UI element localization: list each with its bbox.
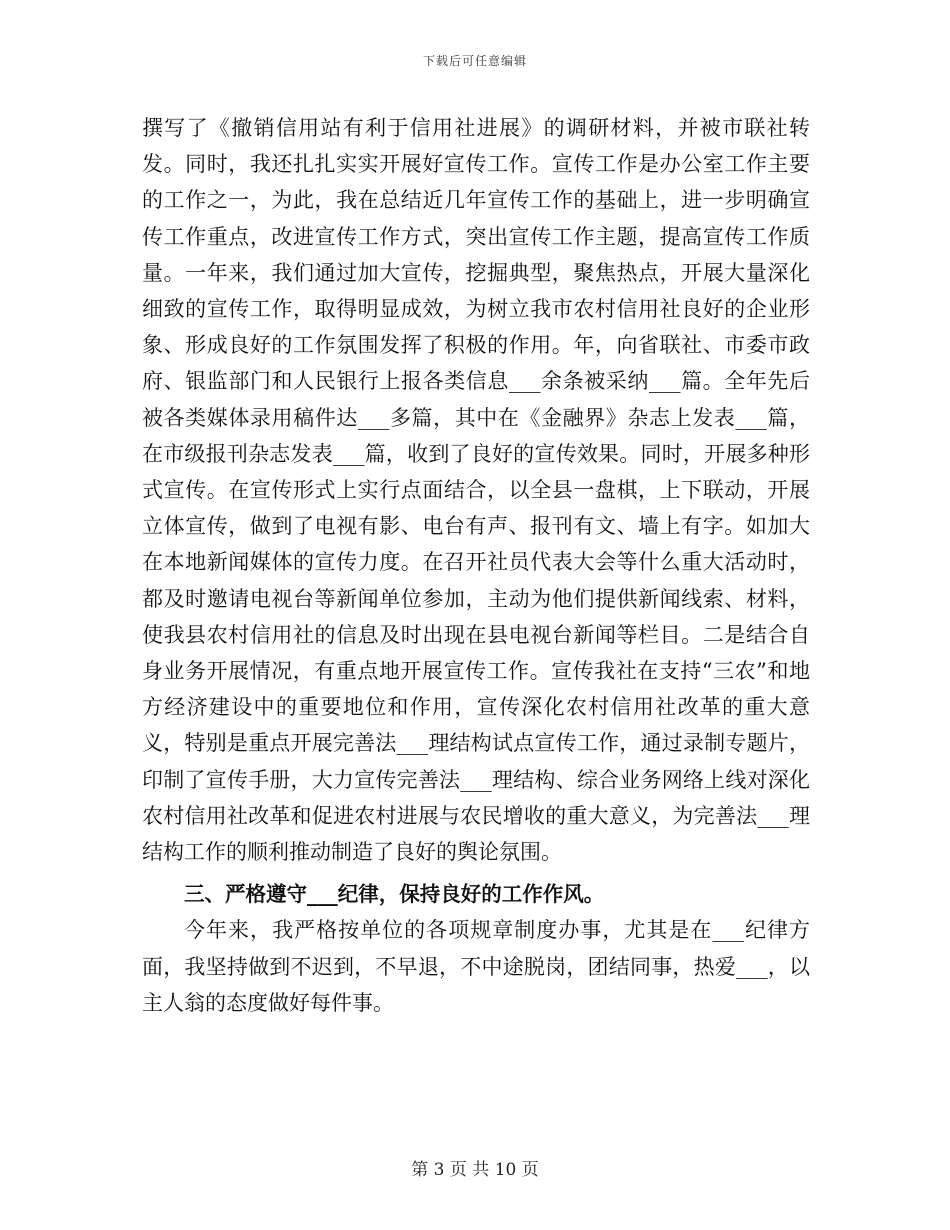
section-heading: 三、严格遵守___纪律，保持良好的工作作风。: [184, 882, 605, 907]
body-paragraph: 今年来，我严格按单位的各项规章制度办事，尤其是在___纪律方面，我坚持做到不迟到，不早退，不中途脱岗，团结同事，热爱___，以主人翁的态度做好每件事。: [142, 918, 810, 1015]
page-header: 下载后可任意编辑: [422, 54, 527, 68]
page-number: 第 3 页 共 10 页: [411, 1160, 539, 1180]
document-body: [142, 110, 810, 1021]
body-paragraph: 撰写了《撤销信用站有利于信用社进展》的调研材料，并被市联社转发。同时，我还扎扎实实开展好宣传工作。宣传工作是办公室工作主要的工作之一，为此，我在总结近几年宣传工作的基础上，进一步明确宣传工作重点，改进宣传工作方式，突出宣传工作主题，提高宣传工作质量。一年来，我们通过加大宣传，挖掘典型，聚焦热点，开展大量深化细致的宣传工作，取得明显成效，为树立我市农村信用社良好的企业形象、形成良好的工作氛围发挥了积极的作用。年，向省联社、市委市政府、银监部门和人民银行上报各类信息___余条被采纳___篇。全年先后被各类媒体录用稿件达___多篇，其中在《金融界》杂志上发表___篇，在市级报刊杂志发表___篇，收到了良好的宣传效果。同时，开展多种形式宣传。在宣传形式上实行点面结合，以全县一盘棋，上下联动，开展立体宣传，做到了电视有影、电台有声、报刊有文、墙上有字。如加大在本地新闻媒体的宣传力度。在召开社员代表大会等什么重大活动时，都及时邀请电视台等新闻单位参加，主动为他们提供新闻线索、材料，使我县农村信用社的信息及时出现在县电视台新闻等栏目。二是结合自身业务开展情况，有重点地开展宣传工作。宣传我社在支持“三农”和地方经济建设中的重要地位和作用，宣传深化农村信用社改革的重大意义，特别是重点开展完善法___理结构试点宣传工作，通过录制专题片，印制了宣传手册，大力宣传完善法___理结构、综合业务网络上线对深化农村信用社改革和促进农村进展与农民增收的重大意义，为完善法___理结构工作的顺利推动制造了良好的舆论氛围。: [142, 116, 810, 865]
